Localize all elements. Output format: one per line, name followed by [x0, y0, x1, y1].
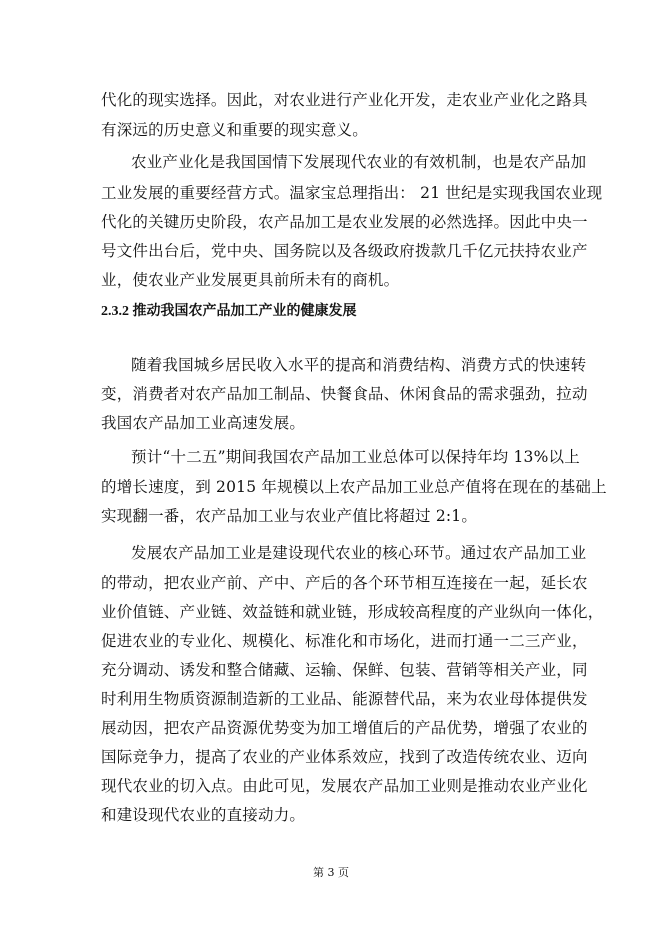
page-number-footer: 第 3 页 — [313, 866, 349, 879]
paragraph1-line: 有深远的历史意义和重要的现实意义。 — [101, 121, 368, 139]
section-heading: 2.3.2 推动我国农产品加工产业的健康发展 — [101, 304, 357, 319]
paragraph2-line: 代化的关键历史阶段，农产品加工是农业发展的必然选择。因此中央一 — [101, 213, 588, 231]
paragraph2-line: 农业产业化是我国国情下发展现代农业的有效机制，也是农产品加 — [131, 153, 587, 171]
paragraph5-line: 业价值链、产业链、效益链和就业链，形成较高程度的产业纵向一体化， — [101, 603, 604, 621]
paragraph5-line: 时利用生物质资源制造新的工业品、能源替代品，来为农业母体提供发 — [101, 690, 588, 708]
paragraph4-line: 实现翻一番，农产品加工业与农业产值比将超过 2:1。 — [101, 507, 478, 525]
paragraph5-line: 国际竞争力，提高了农业的产业体系效应，找到了改造传统农业、迈向 — [101, 748, 588, 766]
paragraph3-line: 我国农产品加工业高速发展。 — [101, 414, 306, 432]
paragraph5-line: 促进农业的专业化、规模化、标准化和市场化，进而打通一二三产业， — [101, 632, 588, 650]
paragraph4-line: 预计“十二五”期间我国农产品加工业总体可以保持年均 13%以上 — [131, 448, 580, 466]
paragraph4-line: 的增长速度，到 2015 年规模以上农产品加工业总产值将在现在的基础上 — [101, 478, 607, 496]
paragraph5-line: 和建设现代农业的直接动力。 — [101, 806, 306, 824]
paragraph5-line: 充分调动、诱发和整合储藏、运输、保鲜、包装、营销等相关产业，同 — [101, 661, 588, 679]
paragraph3-line: 变，消费者对农产品加工制品、快餐食品、休闲食品的需求强劲，拉动 — [101, 385, 588, 403]
paragraph5-line: 展动因，把农产品资源优势变为加工增值后的产品优势，增强了农业的 — [101, 719, 588, 737]
paragraph2-line: 工业发展的重要经营方式。温家宝总理指出： 21 世纪是实现我国农业现 — [101, 184, 603, 202]
paragraph5-line: 现代农业的切入点。由此可见，发展农产品加工业则是推动农业产业化 — [101, 777, 588, 795]
paragraph2-line: 号文件出台后，党中央、国务院以及各级政府拨款几千亿元扶持农业产 — [101, 242, 588, 260]
paragraph2-line: 业，使农业产业发展更具前所未有的商机。 — [101, 271, 400, 289]
paragraph5-line: 的带动，把农业产前、产中、产后的各个环节相互连接在一起，延长农 — [101, 574, 588, 592]
paragraph1-line: 代化的现实选择。因此，对农业进行产业化开发，走农业产业化之路具 — [101, 91, 588, 109]
paragraph3-line: 随着我国城乡居民收入水平的提高和消费结构、消费方式的快速转 — [131, 356, 587, 374]
paragraph5-line: 发展农产品加工业是建设现代农业的核心环节。通过农产品加工业 — [131, 544, 587, 562]
